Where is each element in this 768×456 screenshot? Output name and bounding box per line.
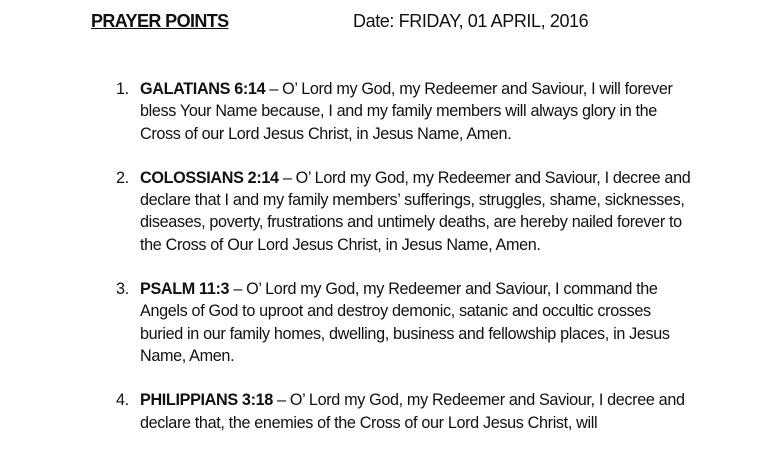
scripture-reference: COLOSSIANS 2:14 bbox=[140, 168, 279, 187]
prayer-text: – O’ Lord my God, my Redeemer and Saviour, I will forever bless Your Name because, I and my family members will always glory in the Cross of our Lord Jesus Christ, in Jesus Name, Amen. bbox=[140, 80, 673, 143]
prayer-point-2 bbox=[116, 167, 696, 256]
scripture-reference: GALATIANS 6:14 bbox=[140, 80, 266, 98]
prayer-points-list bbox=[116, 78, 696, 456]
prayer-text: – O’ Lord my God, my Redeemer and Saviour, I decree and declare that, the enemies of the Cross of our Lord Jesus Christ, will bbox=[140, 391, 685, 432]
prayer-point-1 bbox=[116, 78, 696, 145]
item-number: 4. bbox=[116, 391, 129, 410]
document-date: Date: FRIDAY, 01 APRIL, 2016 bbox=[353, 11, 589, 31]
item-number: 2. bbox=[116, 168, 129, 187]
item-number: 1. bbox=[116, 80, 129, 98]
item-number: 3. bbox=[116, 280, 129, 299]
scripture-reference: PSALM 11:3 bbox=[140, 280, 230, 299]
scripture-reference: PHILIPPIANS 3:18 bbox=[140, 391, 273, 410]
prayer-text: – O’ Lord my God, my Redeemer and Saviour, I command the Angels of God to uproot and destroy demonic, satanic and occultic crosses buried in our family homes, dwelling, business and fellowship places, in Jesus Name, Amen. bbox=[140, 280, 670, 365]
prayer-point-4 bbox=[116, 389, 696, 434]
document-title: PRAYER POINTS bbox=[91, 11, 229, 31]
prayer-point-3 bbox=[116, 278, 696, 367]
prayer-text: – O’ Lord my God, my Redeemer and Saviour, I decree and declare that I and my family members’ sufferings, struggles, shame, sicknesses, diseases, poverty, frustrations and untimely deaths, are hereby nailed forever to the Cross of Our Lord Jesus Christ, in Jesus Name, Amen. bbox=[140, 168, 691, 254]
